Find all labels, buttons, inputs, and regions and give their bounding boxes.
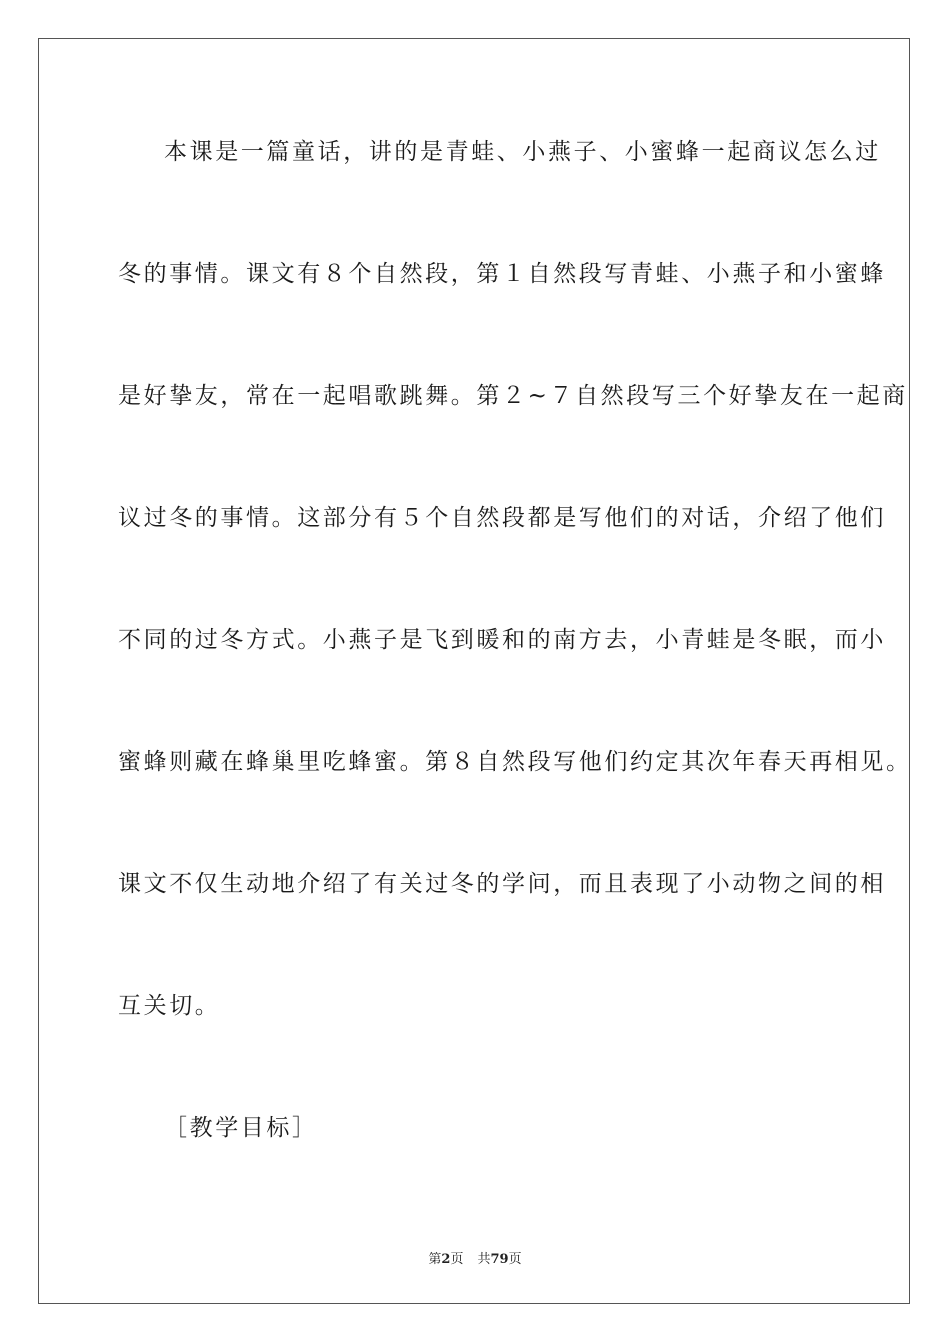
footer-page-prefix: 第	[428, 1252, 442, 1267]
footer-page-suffix: 页	[450, 1252, 464, 1267]
body-line-2: 冬的事情。课文有８个自然段，第１自然段写青蛙、小燕子和小蜜蜂	[118, 261, 886, 287]
section-heading: ［教学目标］	[164, 1115, 318, 1141]
body-line-1: 本课是一篇童话，讲的是青蛙、小燕子、小蜜蜂一起商议怎么过	[164, 139, 881, 165]
footer-total-suffix: 页	[508, 1252, 522, 1267]
footer-page-number: 2	[441, 1252, 451, 1267]
page-footer	[0, 1248, 950, 1267]
body-line-7: 课文不仅生动地介绍了有关过冬的学问，而且表现了小动物之间的相	[118, 871, 886, 897]
body-line-5: 不同的过冬方式。小燕子是飞到暖和的南方去，小青蛙是冬眠，而小	[118, 627, 886, 653]
footer-total-pages: 79	[490, 1252, 509, 1267]
body-line-3: 是好挚友，常在一起唱歌跳舞。第２~７自然段写三个好挚友在一起商	[118, 383, 908, 409]
body-line-4: 议过冬的事情。这部分有５个自然段都是写他们的对话，介绍了他们	[118, 505, 886, 531]
body-line-8: 互关切。	[118, 993, 221, 1019]
footer-total-prefix: 共	[477, 1252, 491, 1267]
body-line-6: 蜜蜂则藏在蜂巢里吃蜂蜜。第８自然段写他们约定其次年春天再相见。	[118, 749, 912, 775]
